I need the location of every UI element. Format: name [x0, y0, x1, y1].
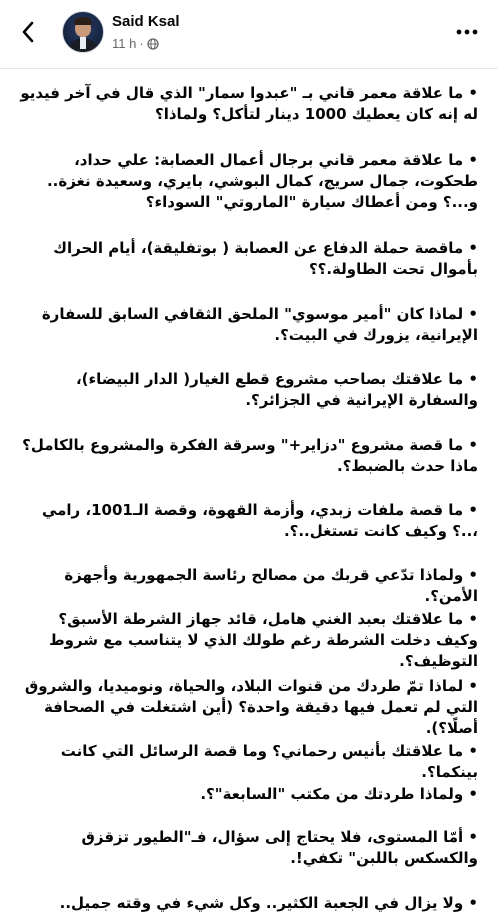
post-paragraph: • لماذا كان "أمير موسوي" الملحق الثقافي السابق للسفارة الإيرانية، يزورك في البيت؟. [41, 305, 478, 344]
post-paragraph: • أمّا المستوى، فلا يحتاج إلى سؤال، فـ"الطيور تزقزق والكسكس باللبن" تكفي!. [81, 828, 478, 867]
post-paragraph: • ولماذا طردتك من مكتب "السابعة"؟. [200, 785, 478, 803]
post-paragraph: • ما علاقتك بأنيس رحماني؟ وما قصة الرسائل التي كانت بينكما؟. [60, 742, 478, 781]
author-name[interactable]: Said Ksal [112, 13, 180, 30]
post-paragraph: • ما قصة ملفات زبدي، وأزمة القهوة، وقصة الـ1001، رامي ،..؟ وكيف كانت تستغل..؟. [41, 501, 478, 540]
avatar-hair-shape [74, 17, 92, 25]
avatar-shirt-shape [80, 37, 86, 49]
post-meta [112, 36, 159, 51]
post-time[interactable]: 11 h [112, 36, 137, 51]
meta-separator: · [139, 36, 144, 51]
more-options-button[interactable] [454, 24, 480, 40]
post-paragraph: • لماذا تمّ طردك من قنوات البلاد، والحياة، ونوميديا، والشروق التي لم تعمل فيها دقيقة واحدة؟ (أين اشتغلت في الصحافة أصلًا؟). [24, 677, 478, 737]
avatar[interactable] [62, 11, 104, 53]
globe-icon [147, 38, 159, 50]
post-paragraph: • ما علاقة معمر قاني برجال أعمال العصابة: علي حداد، طحكوت، جمال سريج، كمال البوشي، بايري، وسعيدة نغزة.. و...؟ ومن أعطاك سيارة "الماروتي" السوداء؟ [46, 151, 478, 211]
post-paragraph: • ما علاقة معمر قاني بـ "عبدوا سمار" الذي قال في آخر فيديو له إنه كان يعطيك 1000 دينار لتأكل؟ ولماذا؟ [20, 84, 478, 123]
back-button[interactable] [14, 18, 42, 46]
post-paragraph: • ماقصة حملة الدفاع عن العصابة ( بوتفليقة)، أيام الحراك بأموال تحت الطاولة.؟؟ [53, 239, 478, 278]
post-body [0, 68, 498, 924]
more-horizontal-icon [456, 29, 478, 35]
post-paragraph: • ولماذا تدّعي قربك من مصالح رئاسة الجمهورية وأجهزة الأمن؟. [64, 566, 478, 605]
post-paragraph: • ما قصة مشروع "دزاير+" وسرقة الفكرة والمشروع بالكامل؟ ماذا حدث بالضبط؟. [22, 436, 478, 475]
post-paragraph: • ما علاقتك بعبد الغني هامل، قائد جهاز الشرطة الأسبق؟ وكيف دخلت الشرطة رغم طولك الذي لا يتناسب مع شروط التوظيف؟. [49, 610, 478, 670]
post-paragraph: • ولا يزال في الجعبة الكثير.. وكل شيء في وقته جميل.. [59, 894, 478, 912]
chevron-left-icon [21, 21, 35, 43]
post-header [0, 0, 498, 69]
post-paragraph: • ما علاقتك بصاحب مشروع قطع الغيار( الدار البيضاء)، والسفارة الإيرانية في الجزائر؟. [75, 370, 478, 409]
